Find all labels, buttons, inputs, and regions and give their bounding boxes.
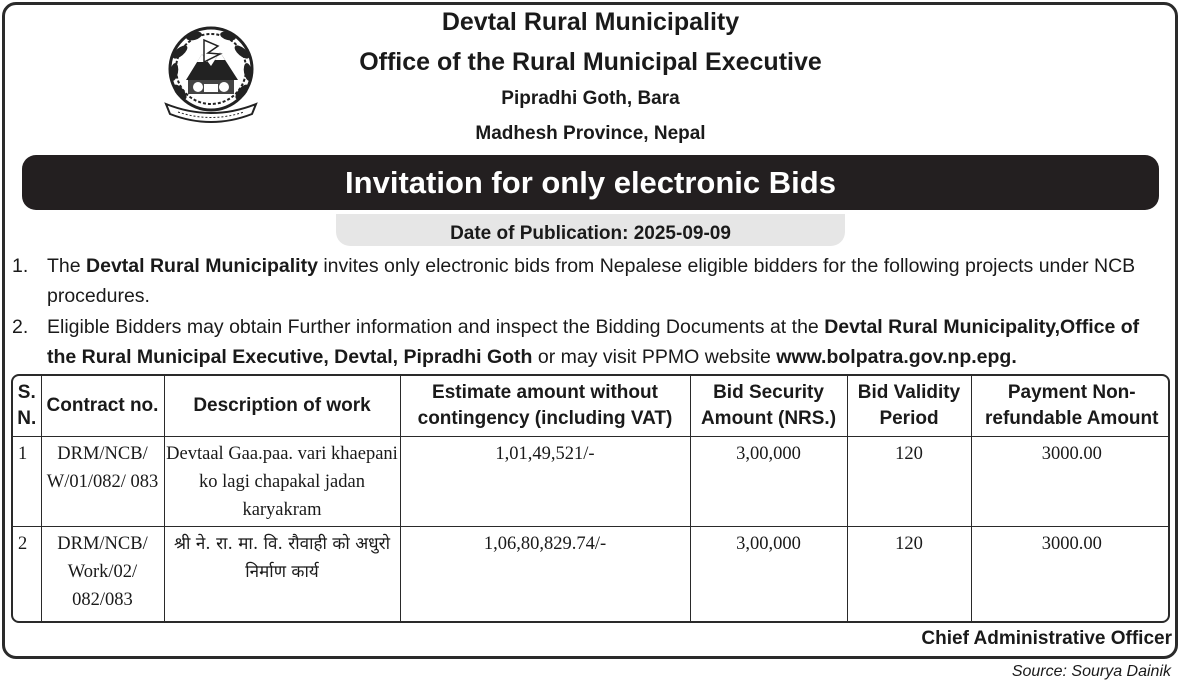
cell-sn: 2 (13, 526, 41, 623)
paragraph-2 (12, 312, 1172, 372)
cell-validity: 120 (847, 526, 971, 623)
header-bid-security: Bid Security Amount (NRS.) (690, 376, 847, 436)
paragraph-bold-text: Devtal Rural Municipality,Office of the Rural Municipal Executive, Devtal, Pipradhi Goth (47, 316, 1140, 368)
office-province: Madhesh Province, Nepal (475, 123, 706, 144)
cell-bid-security: 3,00,000 (690, 436, 847, 526)
paragraph-1 (12, 251, 1172, 311)
paragraph-number: 2. (12, 316, 29, 338)
header-validity: Bid Validity Period (847, 376, 971, 436)
ppmo-website-link[interactable]: www.bolpatra.gov.np.epg. (776, 346, 1017, 368)
municipality-name: Devtal Rural Municipality (441, 8, 740, 36)
table-row (13, 526, 1170, 623)
cell-estimate: 1,06,80,829.74/- (400, 526, 690, 623)
signatory-title: Chief Administrative Officer (921, 628, 1172, 649)
table-row (13, 436, 1170, 526)
paragraph-bold-text: Devtal Rural Municipality (86, 255, 318, 277)
header-payment: Payment Non-refundable Amount (971, 376, 1170, 436)
cell-payment: 3000.00 (971, 526, 1170, 623)
header-sn: S. N. (13, 376, 41, 436)
cell-validity: 120 (847, 436, 971, 526)
cell-contract: DRM/NCB/ W/01/082/ 083 (41, 436, 164, 526)
paragraph-text: Eligible Bidders may obtain Further information and inspect the Bidding Documents at the (47, 316, 825, 338)
office-name: Office of the Rural Municipal Executive (359, 48, 822, 76)
notice-title-banner: Invitation for only electronic Bids (22, 155, 1159, 210)
paragraph-text: The (47, 255, 87, 277)
publication-date: Date of Publication: 2025-09-09 (336, 214, 845, 246)
cell-bid-security: 3,00,000 (690, 526, 847, 623)
cell-estimate: 1,01,49,521/- (400, 436, 690, 526)
cell-payment: 3000.00 (971, 436, 1170, 526)
header-contract: Contract no. (41, 376, 164, 436)
cell-contract: DRM/NCB/ Work/02/ 082/083 (41, 526, 164, 623)
cell-sn: 1 (13, 436, 41, 526)
source-credit: Source: Sourya Dainik (1011, 663, 1171, 680)
projects-table (11, 374, 1170, 623)
office-address: Pipradhi Goth, Bara (501, 88, 680, 109)
paragraph-number: 1. (12, 255, 29, 277)
header-estimate: Estimate amount without contingency (including VAT) (400, 376, 690, 436)
cell-description: Devtaal Gaa.paa. vari khaepani ko lagi chapakal jadan karyakram (164, 436, 400, 526)
paragraph-text: invites only electronic bids from Nepalese eligible bidders for the following projects under NCB procedures. (47, 255, 1136, 307)
header-description: Description of work (164, 376, 400, 436)
table-header-row (13, 376, 1170, 436)
paragraph-text: or may visit PPMO website (532, 346, 777, 368)
cell-description: श्री ने. रा. मा. वि. रौवाही को अधुरो निर्माण कार्य (164, 526, 400, 623)
